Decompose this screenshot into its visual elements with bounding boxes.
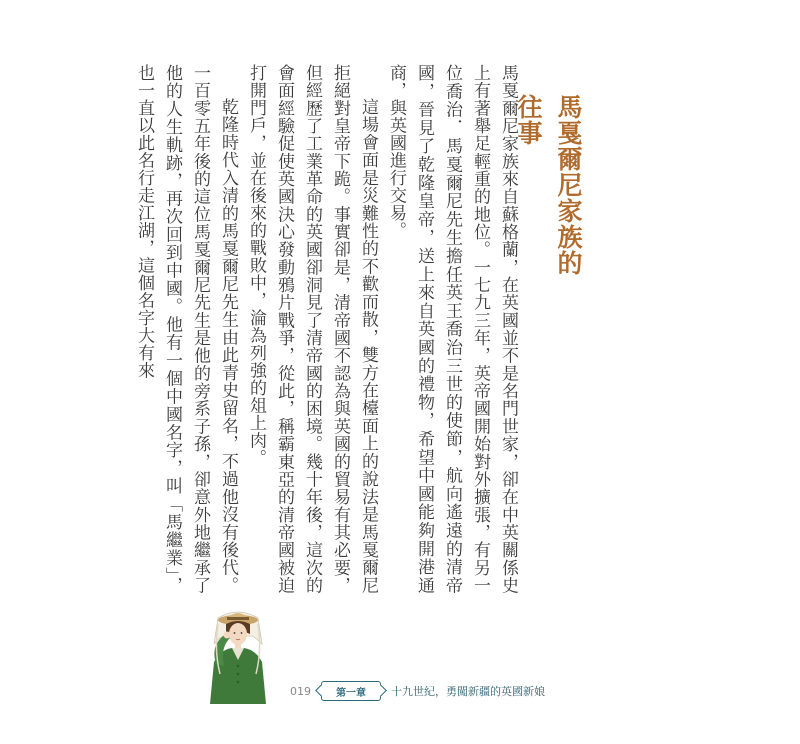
page-footer [290,680,550,702]
running-chapter-title: 十九世紀，勇闖新疆的英國新娘 [391,685,545,698]
paragraph-1: 馬戛爾尼家族來自蘇格蘭，在英國並不是名門世家，卻在中英關係史上有著舉足輕重的地位。一七九三年，英帝國開始對外擴張，有另一位喬治．馬戛爾尼先生擔任英王喬治三世的使節，航向遙遠的清帝國，晉見了乾隆皇帝，送上來自英國的禮物，希望中國能夠開港通商，與英國進行交易。 [386,64,518,594]
paragraph-2: 這場會面是災難性的不歡而散，雙方在檯面上的說法是馬戛爾尼拒絕對皇帝下跪。事實卻是，清帝國不認為與英國的貿易有其必要，但經歷了工業革命的英國卻洞見了清帝國的困境。幾十年後，這次的會面經驗促使英國決心發動鴉片戰爭，從此，稱霸東亞的清帝國被迫打開門戶，並在後來的戰敗中，淪為列強的俎上肉。 [246,64,378,594]
chapter-section-title: 馬戛爾尼家族的往事 [514,94,583,276]
victorian-woman-illustration-icon [196,604,280,704]
chapter-badge: 第一章 [321,681,381,701]
paragraph-3: 乾隆時代入清的馬戛爾尼先生由此青史留名，不過他沒有後代。一百零五年後的這位馬戛爾尼先生是他的旁系子孫，卻意外地繼承了他的人生軌跡，再次回到中國。他有一個中國名字，叫「馬繼業」，也一直以此名行走江湖，這個名字大有來 [134,64,238,594]
body-text [134,64,522,594]
page-number: 019 [290,684,311,698]
